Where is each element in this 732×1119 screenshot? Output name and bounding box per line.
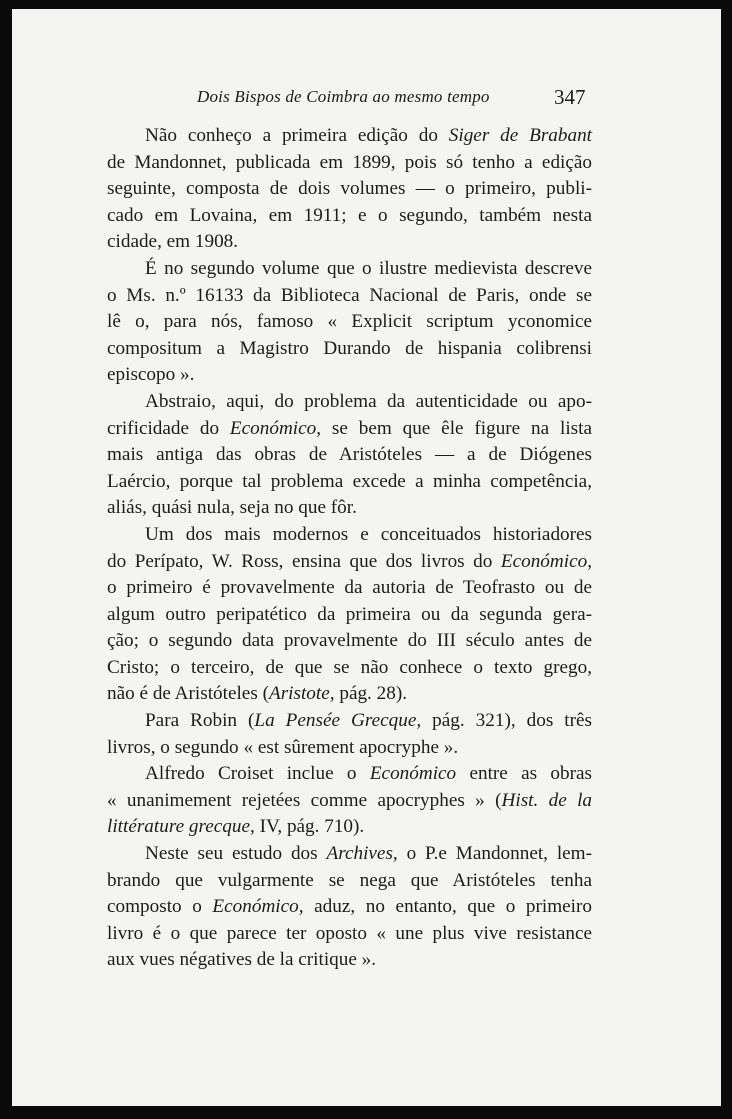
text-line xyxy=(107,602,592,629)
text-line xyxy=(107,868,592,895)
text-run: cidade, em 1908. xyxy=(107,231,239,253)
text-run: aux vues négatives de la critique ». xyxy=(107,949,377,971)
text-run: Abstraio, aqui, do problema da autenticidade ou apo- xyxy=(145,390,592,412)
page-header xyxy=(12,83,721,113)
text-run: seguinte, composta de dois volumes — o primeiro, publi- xyxy=(107,178,592,200)
text-run: ção; o segundo data provavelmente do III século antes de xyxy=(107,630,592,652)
paragraph xyxy=(107,708,592,761)
text-run: algum outro peripatético da primeira ou da segunda gera- xyxy=(107,603,592,625)
italic-run: Económico, xyxy=(500,550,592,572)
text-run: Laércio, porque tal problema excede a minha competência, xyxy=(107,470,592,492)
text-line xyxy=(107,309,592,336)
text-run: episcopo ». xyxy=(107,364,195,386)
text-run: Cristo; o terceiro, de que se não conhece o texto grego, xyxy=(107,656,592,678)
text-run: mais antiga das obras de Aristóteles — a de Diógenes xyxy=(107,444,592,466)
text-run: entre as obras xyxy=(456,763,592,785)
text-run: crificidade do xyxy=(107,417,230,439)
page-number: 347 xyxy=(554,85,586,109)
text-run: não é de Aristóteles ( xyxy=(107,683,269,705)
text-line xyxy=(107,336,592,363)
italic-run: Económico, xyxy=(212,896,304,918)
text-line xyxy=(107,575,592,602)
text-run: livros, o segundo « est sûrement apocryphe ». xyxy=(107,736,459,758)
text-run: Para Robin ( xyxy=(145,710,255,732)
text-run: compositum a Magistro Durando de hispania colibrensi xyxy=(107,337,592,359)
text-run: pág. 321), dos três xyxy=(421,710,592,732)
text-line xyxy=(107,681,592,708)
text-run: Um dos mais modernos e conceituados historiadores xyxy=(145,523,592,545)
text-line xyxy=(107,788,592,815)
text-line xyxy=(107,495,592,522)
text-run: de Mandonnet, publicada em 1899, pois só tenho a edição xyxy=(107,151,592,173)
text-run: pág. 28). xyxy=(334,683,408,705)
text-run: composto o xyxy=(107,896,213,918)
text-line xyxy=(107,894,592,921)
italic-run: Hist. de la xyxy=(501,789,592,811)
text-run: É no segundo volume que o ilustre medievista descreve xyxy=(145,257,592,279)
text-run: o P.e Mandonnet, lem- xyxy=(397,843,592,865)
text-line xyxy=(107,416,592,443)
italic-run: Siger de Brabant xyxy=(448,125,592,146)
paragraph xyxy=(107,256,592,389)
text-line xyxy=(107,442,592,469)
text-run: aliás, quási nula, seja no que fôr. xyxy=(107,497,357,519)
text-run: livro é o que parece ter oposto « une plus vive resistance xyxy=(107,922,592,944)
text-line xyxy=(107,203,592,230)
text-run: brando que vulgarmente se nega que Aristóteles tenha xyxy=(107,869,592,891)
running-title: Dois Bispos de Coimbra ao mesmo tempo xyxy=(197,87,490,106)
text-line xyxy=(107,814,592,841)
text-line xyxy=(107,389,592,416)
text-run: se bem que êle figure na lista xyxy=(321,417,592,439)
text-line xyxy=(107,947,592,974)
text-line xyxy=(107,123,592,150)
paragraph xyxy=(107,123,592,256)
italic-run: Archives, xyxy=(326,843,398,865)
text-line xyxy=(107,549,592,576)
text-run: Neste seu estudo dos xyxy=(145,843,327,865)
text-run: Não conheço a primeira edição do xyxy=(145,125,449,146)
paragraph xyxy=(107,761,592,841)
italic-run: Aristote, xyxy=(268,683,335,705)
text-run: « unanimement rejetées comme apocryphes » ( xyxy=(107,789,502,811)
text-line xyxy=(107,761,592,788)
paragraph xyxy=(107,841,592,974)
italic-run: littérature grecque, xyxy=(107,816,255,838)
body-text xyxy=(107,123,592,974)
text-line xyxy=(107,708,592,735)
text-run: lê o, para nós, famoso « Explicit scriptum yconomice xyxy=(107,311,592,333)
text-run: o primeiro é provavelmente da autoria de Teofrasto ou de xyxy=(107,577,592,599)
text-line xyxy=(107,469,592,496)
paragraph xyxy=(107,389,592,522)
text-run: Alfredo Croiset inclue o xyxy=(145,763,370,785)
book-page xyxy=(12,9,721,1106)
text-line xyxy=(107,362,592,389)
text-run: IV, pág. 710). xyxy=(254,816,365,838)
italic-run: Económico xyxy=(369,763,457,785)
text-run: do Perípato, W. Ross, ensina que dos livros do xyxy=(107,550,501,572)
text-line xyxy=(107,628,592,655)
text-run: o Ms. n.º 16133 da Biblioteca Nacional de Paris, onde se xyxy=(107,284,592,306)
text-line xyxy=(107,256,592,283)
text-run: cado em Lovaina, em 1911; e o segundo, também nesta xyxy=(107,204,592,226)
italic-run: Económico, xyxy=(229,417,322,439)
text-line xyxy=(107,522,592,549)
text-line xyxy=(107,841,592,868)
paragraph xyxy=(107,522,592,708)
text-line xyxy=(107,283,592,310)
text-line xyxy=(107,229,592,256)
text-line xyxy=(107,655,592,682)
text-line xyxy=(107,176,592,203)
text-run: aduz, no entanto, que o primeiro xyxy=(303,896,592,918)
italic-run: La Pensée Grecque, xyxy=(254,710,422,732)
text-line xyxy=(107,921,592,948)
text-line xyxy=(107,735,592,762)
text-line xyxy=(107,150,592,177)
